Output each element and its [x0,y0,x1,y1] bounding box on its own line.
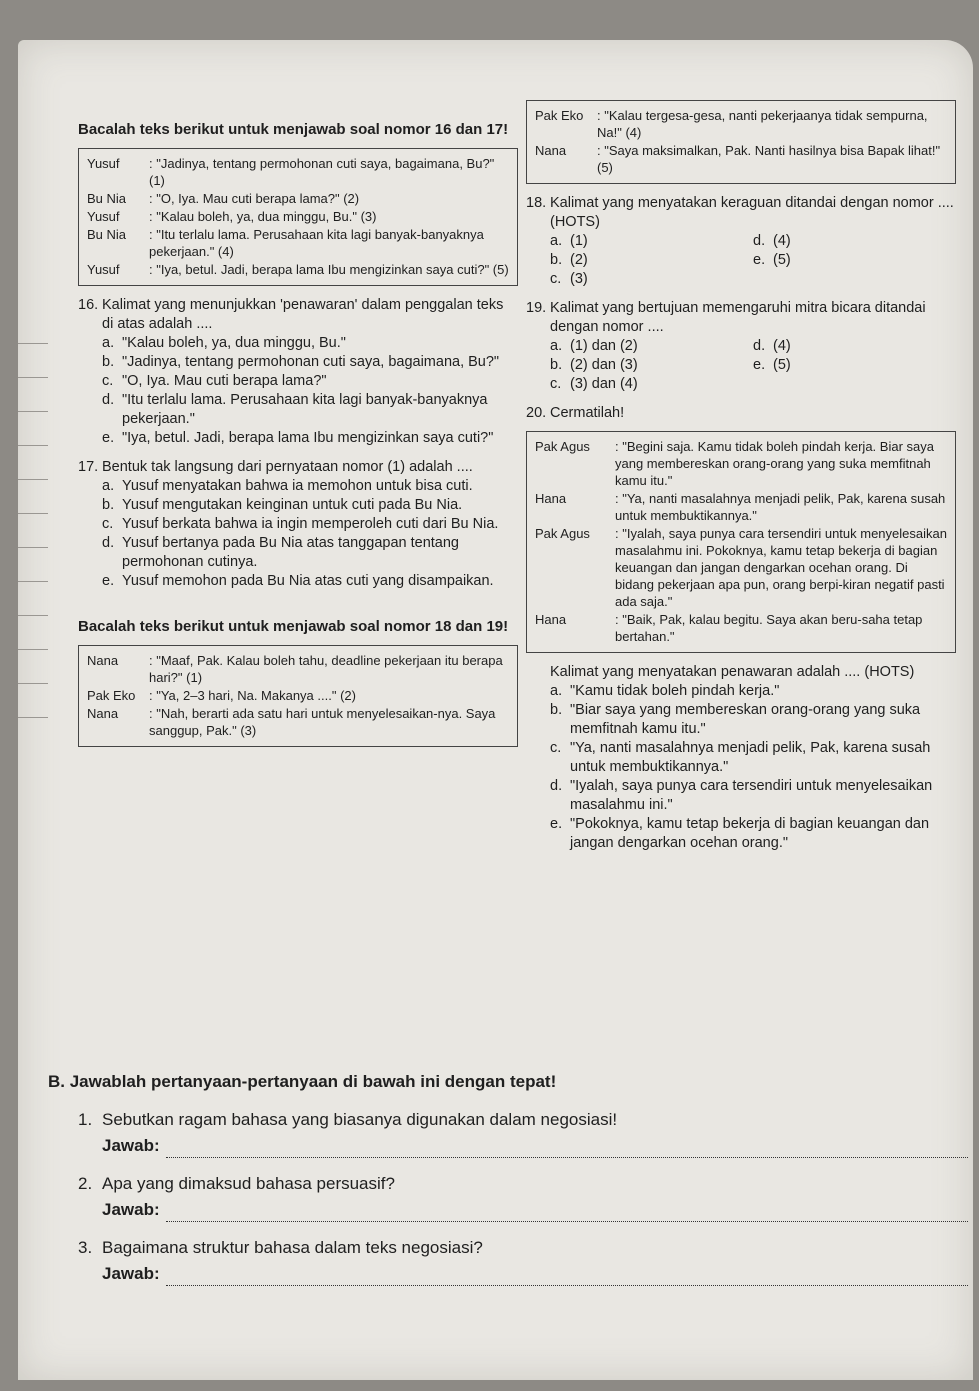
option-letter: a. [550,338,563,354]
dialog-box-yusuf-bunia [78,148,518,286]
dialog-line [535,142,947,176]
option-text: (1) [570,233,588,249]
dialog-text: : "Jadinya, tentang permohonan cuti saya, bagaimana, Bu?" (1) [149,156,495,188]
right-column [526,100,956,853]
dialog-line [87,226,509,260]
binder-edge [18,310,48,718]
option-letter: e. [753,252,766,268]
option-letter: a. [550,233,563,249]
dialog-text: : "Begini saja. Kamu tidak boleh pindah kerja. Biar saya yang membereskan orang-orang yang suka memfitnah kamu itu." [615,439,934,488]
option-letter: c. [550,271,562,287]
option-letter: b. [550,357,563,373]
option-text: Yusuf mengutakan keinginan untuk cuti pada Bu Nia. [122,497,463,513]
question-text: Cermatilah! [550,405,625,421]
option-text: (3) [570,271,588,287]
option-text: (4) [773,338,791,354]
option-text: "Kalau boleh, ya, dua minggu, Bu." [122,335,346,351]
question-number: 3. [78,1238,93,1257]
answer-blank[interactable] [166,1140,968,1158]
speaker-name: Nana [87,706,119,721]
option-text: "O, Iya. Mau cuti berapa lama?" [122,373,327,389]
answer-option [102,477,518,496]
answer-option [550,739,956,777]
question-19 [526,299,956,394]
answer-blank[interactable] [166,1268,968,1286]
option-text: "Biar saya yang membereskan orang-orang yang suka memfitnah kamu itu." [570,702,921,737]
answer-option [102,515,518,534]
option-letter: d. [102,392,115,408]
answer-label: Jawab: [102,1264,160,1283]
option-letter: e. [102,573,115,589]
option-text: (5) [773,252,791,268]
option-text: (5) [773,357,791,373]
answer-line [78,1134,968,1158]
answer-option [550,251,753,270]
option-letter: d. [550,778,563,794]
dialog-line [87,208,509,225]
option-text: "Jadinya, tentang permohonan cuti saya, bagaimana, Bu?" [122,354,500,370]
dialog-text: : "Saya maksimalkan, Pak. Nanti hasilnya bisa Bapak lihat!" (5) [597,143,941,175]
option-letter: a. [102,335,115,351]
answer-option [550,232,753,251]
dialog-text: : "Maaf, Pak. Kalau boleh tahu, deadline pekerjaan itu berapa hari?" (1) [149,653,503,685]
option-letter: b. [550,702,563,718]
answer-option [102,496,518,515]
option-letter: b. [102,354,115,370]
speaker-name: Pak Agus [535,439,590,454]
answer-option [550,356,753,375]
dialog-text: : "O, Iya. Mau cuti berapa lama?" (2) [149,191,360,206]
speaker-name: Hana [535,491,567,506]
answer-option [753,232,956,251]
answer-options [526,337,956,394]
section-b-title: B. Jawablah pertanyaan-pertanyaan di bawah ini dengan tepat! [48,1072,557,1091]
question-number: 16. [78,297,99,313]
answer-options [78,334,518,448]
speaker-name: Yusuf [87,262,120,277]
option-text: "Iya, betul. Jadi, berapa lama Ibu mengizinkan saya cuti?" [122,430,494,446]
speaker-name: Pak Agus [535,526,590,541]
speaker-name: Yusuf [87,209,120,224]
speaker-name: Yusuf [87,156,120,171]
dialog-text: : "Nah, berarti ada satu hari untuk menyelesaikan-nya. Saya sanggup, Pak." (3) [149,706,496,738]
question-number: 2. [78,1174,93,1193]
answer-option [102,391,518,429]
dialog-line [87,705,509,739]
option-text: Yusuf menyatakan bahwa ia memohon untuk bisa cuti. [122,478,473,494]
worksheet-page [18,40,973,1380]
dialog-line [535,107,947,141]
dialog-text: : "Kalau tergesa-gesa, nanti pekerjaanya tidak sempurna, Na!" (4) [597,108,928,140]
answer-line [78,1198,968,1222]
question-text: Kalimat yang menyatakan keraguan ditandai dengan nomor .... (HOTS) [550,195,954,230]
dialog-box-continued [526,100,956,184]
dialog-text: : "Ya, nanti masalahnya menjadi pelik, Pak, karena susah untuk membuktikannya." [615,491,946,523]
essay-question-row [78,1236,968,1260]
dialog-line [87,652,509,686]
option-letter: b. [102,497,115,513]
option-text: (2) dan (3) [570,357,638,373]
answer-option [102,372,518,391]
answer-blank[interactable] [166,1204,968,1222]
reading-instruction-16-17: Bacalah teks berikut untuk menjawab soal nomor 16 dan 17! [78,121,509,138]
answer-option [753,337,956,356]
dialog-text: : "Ya, 2–3 hari, Na. Makanya ...." (2) [149,688,356,703]
option-text: Yusuf berkata bahwa ia ingin memperoleh cuti dari Bu Nia. [122,516,499,532]
essay-question-list [48,1108,968,1286]
answer-option [102,334,518,353]
answer-option [550,375,753,394]
answer-option [550,270,753,289]
question-number: 20. [526,405,547,421]
option-letter: d. [753,338,766,354]
option-letter: e. [102,430,115,446]
option-text: (1) dan (2) [570,338,638,354]
question-number: 17. [78,459,99,475]
option-text: (3) dan (4) [570,376,638,392]
option-text: "Iyalah, saya punya cara tersendiri untuk menyelesaikan masalahmu ini." [570,778,933,813]
dialog-line [535,490,947,524]
essay-question-row [78,1108,968,1132]
essay-question [48,1236,968,1286]
dialog-box-pakagus-hana [526,431,956,653]
dialog-text: : "Kalau boleh, ya, dua minggu, Bu." (3) [149,209,377,224]
dialog-box-nana-pakeko [78,645,518,747]
answer-option [753,356,956,375]
dialog-line [535,438,947,489]
option-text: "Pokoknya, kamu tetap bekerja di bagian keuangan dan jangan dengarkan ocehan orang." [570,816,930,851]
dialog-line [87,687,509,704]
option-letter: d. [102,535,115,551]
option-text: (4) [773,233,791,249]
answer-option [550,682,956,701]
answer-option [102,429,518,448]
section-b-essay [48,1070,968,1286]
question-number: 1. [78,1110,93,1129]
question-text: Kalimat yang bertujuan memengaruhi mitra bicara ditandai dengan nomor .... [550,300,926,335]
option-letter: c. [102,373,114,389]
dialog-text: : "Iyalah, saya punya cara tersendiri untuk menyelesaikan masalahmu ini. Pokoknya, kamu tetap bekerja di bagian keuangan dan jangan dengarkan ocehan orang. Di bidang pekerjaan apa pun, orang berpi-kiran negatif pasti ada saja." [615,526,947,609]
essay-question-row [78,1172,968,1196]
question-prompt: Kalimat yang menyatakan penawaran adalah .... (HOTS) [550,664,915,680]
dialog-line [535,611,947,645]
dialog-line [87,261,509,278]
answer-label: Jawab: [102,1200,160,1219]
option-letter: e. [753,357,766,373]
option-text: "Kamu tidak boleh pindah kerja." [570,683,780,699]
left-column [78,120,518,757]
dialog-line [535,525,947,610]
question-18 [526,194,956,289]
question-text: Bentuk tak langsung dari pernyataan nomor (1) adalah .... [102,459,473,475]
question-text: Kalimat yang menunjukkan 'penawaran' dalam penggalan teks di atas adalah .... [102,297,504,332]
option-letter: d. [753,233,766,249]
question-text: Bagaimana struktur bahasa dalam teks negosiasi? [102,1238,483,1257]
answer-option [102,572,518,591]
reading-instruction-18-19: Bacalah teks berikut untuk menjawab soal nomor 18 dan 19! [78,618,509,635]
answer-line [78,1262,968,1286]
essay-question [48,1172,968,1222]
option-letter: a. [550,683,563,699]
question-text: Apa yang dimaksud bahasa persuasif? [102,1174,395,1193]
dialog-line [87,155,509,189]
dialog-text: : "Baik, Pak, kalau begitu. Saya akan beru-saha tetap bertahan." [615,612,923,644]
question-number: 19. [526,300,547,316]
answer-options [526,232,956,289]
question-number: 18. [526,195,547,211]
answer-option [550,777,956,815]
speaker-name: Nana [535,143,567,158]
answer-option [753,251,956,270]
answer-option [102,534,518,572]
speaker-name: Pak Eko [87,688,136,703]
option-letter: b. [550,252,563,268]
speaker-name: Hana [535,612,567,627]
question-16 [78,296,518,448]
answer-label: Jawab: [102,1136,160,1155]
answer-options [78,477,518,591]
option-letter: e. [550,816,563,832]
question-17 [78,458,518,591]
question-text: Sebutkan ragam bahasa yang biasanya digunakan dalam negosiasi! [102,1110,618,1129]
option-text: "Itu terlalu lama. Perusahaan kita lagi banyak-banyaknya pekerjaan." [122,392,488,427]
answer-option [550,815,956,853]
dialog-line [87,190,509,207]
dialog-text: : "Iya, betul. Jadi, berapa lama Ibu mengizinkan saya cuti?" (5) [149,262,509,277]
speaker-name: Bu Nia [87,227,127,242]
dialog-text: : "Itu terlalu lama. Perusahaan kita lagi banyak-banyaknya pekerjaan." (4) [149,227,484,259]
essay-question [48,1108,968,1158]
answer-options [526,682,956,853]
speaker-name: Nana [87,653,119,668]
option-letter: a. [102,478,115,494]
option-text: Yusuf memohon pada Bu Nia atas cuti yang disampaikan. [122,573,494,589]
question-20 [526,404,956,853]
option-letter: c. [102,516,114,532]
answer-option [102,353,518,372]
answer-option [550,337,753,356]
option-text: Yusuf bertanya pada Bu Nia atas tanggapan tentang permohonan cutinya. [122,535,459,570]
speaker-name: Bu Nia [87,191,127,206]
option-letter: c. [550,376,562,392]
option-text: "Ya, nanti masalahnya menjadi pelik, Pak, karena susah untuk membuktikannya." [570,740,931,775]
answer-option [550,701,956,739]
speaker-name: Pak Eko [535,108,584,123]
option-letter: c. [550,740,562,756]
option-text: (2) [570,252,588,268]
